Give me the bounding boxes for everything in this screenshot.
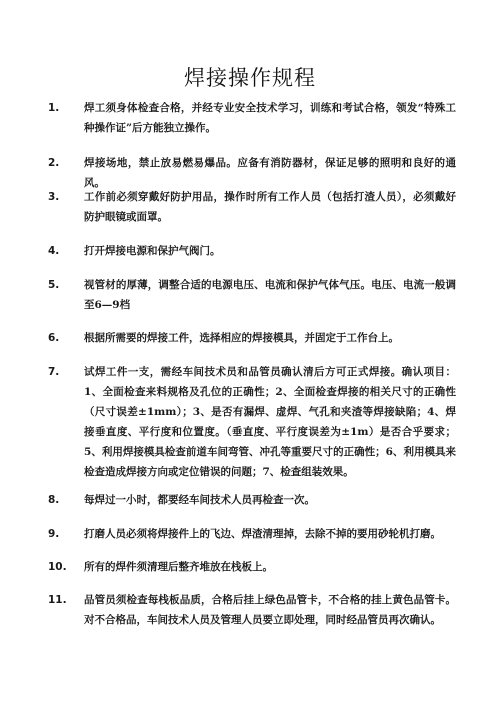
item-text: 根据所需要的焊接工件，选择相应的焊接模具，并固定于工作台上。 xyxy=(84,332,399,344)
item-number: 11. xyxy=(48,594,67,606)
item-number: 7. xyxy=(48,366,60,378)
item-text: 每焊过一小时，都要经车间技术人员再检查一次。 xyxy=(84,494,315,506)
item-number: 10. xyxy=(48,561,67,573)
item-number: 9. xyxy=(48,528,60,540)
item-text: 试焊工件一支，需经车间技术员和品管员确认清后方可正式焊接。确认项目：1、全面检查来料规格及孔位的正确性；2、全面检查焊接的相关尺寸的正确性（尺寸误差±1mm）；3、是否有漏焊、虚焊、气孔和夹渣等焊接缺陷；4、焊接垂直度、平行度和位置度。（垂直度、平行度误差为±1m）是否合乎要求；5、利用焊接模具检查前道车间弯管、冲孔等重要尺寸的正确性；6、利用模具来检查造成焊接方向或定位错误的问题；7、检查组装效果。 xyxy=(84,366,456,478)
document-title: 焊接操作规程 xyxy=(184,66,316,90)
item-text: 打磨人员必须将焊接件上的飞边、焊渣清理掉，去除不掉的要用砂轮机打磨。 xyxy=(84,528,441,540)
item-number: 5. xyxy=(48,279,60,291)
item-text: 工作前必须穿戴好防护用品，操作时所有工作人员（包括打渣人员），必须戴好防护眼镜或面罩。 xyxy=(84,191,456,223)
item-text: 品管员须检查每栈板品质，合格后挂上绿色品管卡，不合格的挂上黄色品管卡。对不合格品，车间技术人员及管理人员要立即处理，同时经品管员再次确认。 xyxy=(84,594,456,626)
item-text: 焊接场地，禁止放易燃易爆品。应备有消防器材，保证足够的照明和良好的通风。 xyxy=(84,157,456,189)
item-number: 2. xyxy=(48,157,60,169)
item-text: 打开焊接电源和保护气阀门。 xyxy=(84,245,221,257)
item-number: 6. xyxy=(48,332,60,344)
item-text: 视管材的厚薄，调整合适的电源电压、电流和保护气体气压。电压、电流一般调至6—9档 xyxy=(84,279,456,311)
item-text: 所有的焊件须清理后整齐堆放在栈板上。 xyxy=(84,561,273,573)
item-number: 3. xyxy=(48,191,60,203)
item-number: 4. xyxy=(48,245,60,257)
item-number: 8. xyxy=(48,494,60,506)
item-text: 焊工须身体检查合格，并经专业安全技术学习，训练和考试合格，领发“特殊工种操作证”后方能独立操作。 xyxy=(84,102,456,134)
item-number: 1. xyxy=(48,102,60,114)
